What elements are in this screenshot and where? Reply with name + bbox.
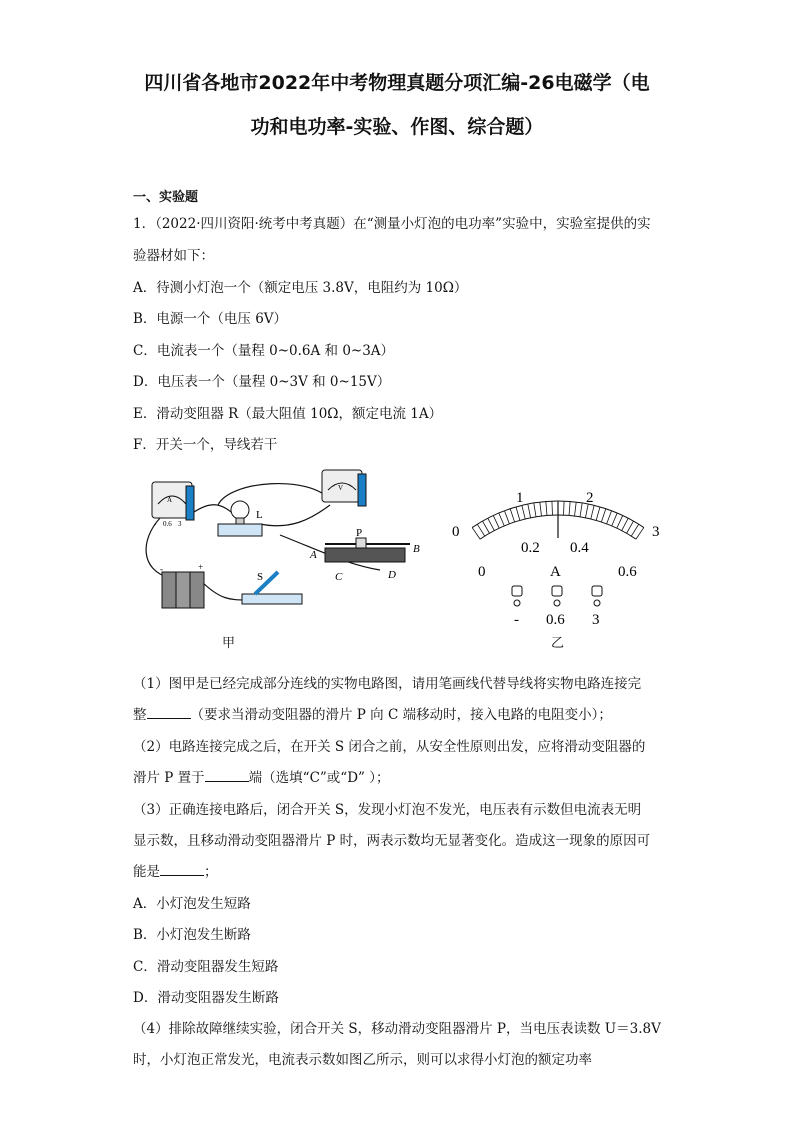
equipment-option-d: D．电压表一个（量程 0~3V 和 0~15V） bbox=[133, 374, 391, 390]
dial-tick bbox=[601, 509, 605, 522]
dial-tick bbox=[534, 503, 536, 517]
dial-tick bbox=[564, 501, 565, 515]
circuit-figure bbox=[130, 460, 440, 620]
ammeter-terminal-0.6: 0.6 bbox=[163, 520, 172, 528]
dial-tick bbox=[540, 502, 542, 516]
part-3-line-2: 显示数，且移动滑动变阻器滑片 P 时，两表示数均无显著变化。造成这一现象的原因可 bbox=[133, 833, 651, 849]
part-3-option-a: A．小灯泡发生短路 bbox=[133, 896, 251, 912]
dial-tick bbox=[522, 505, 525, 519]
answer-blank-1[interactable] bbox=[147, 706, 191, 719]
lamp-label: L bbox=[256, 509, 263, 521]
part-1-line-2 bbox=[133, 703, 612, 723]
part-3-option-d: D．滑动变阻器发生断路 bbox=[133, 990, 279, 1006]
upper-scale-0: 0 bbox=[452, 524, 460, 540]
part-1-line-1: （1）图甲是已经完成部分连线的实物电路图，请用笔画线代替导线将实物电路连接完 bbox=[133, 676, 642, 692]
rheostat-terminal-c: C bbox=[335, 571, 343, 583]
ammeter-terminal-minus: - bbox=[154, 520, 157, 528]
dial-tick bbox=[472, 528, 480, 540]
dial-tick bbox=[499, 513, 504, 526]
dial-tick bbox=[622, 518, 628, 530]
part-4-line-1: （4）排除故障继续实验，闭合开关 S，移动滑动变阻器滑片 P，当电压表读数 U＝3.8V bbox=[133, 1021, 661, 1037]
rheostat-slider-label: P bbox=[356, 527, 363, 539]
dial-tick bbox=[546, 501, 547, 515]
dial-tick bbox=[591, 505, 594, 519]
dial-terminal-minus: - bbox=[514, 612, 519, 628]
ammeter-icon bbox=[152, 482, 194, 528]
section-heading: 一、实验题 bbox=[133, 190, 199, 205]
lower-scale-0.2: 0.2 bbox=[521, 540, 540, 556]
dial-tick bbox=[528, 504, 531, 518]
part-3-line-3 bbox=[133, 860, 218, 880]
dial-tick bbox=[580, 503, 582, 517]
dial-tick bbox=[504, 511, 509, 524]
document-title-line-1: 四川省各地市2022年中考物理真题分项汇编-26电磁学（电 bbox=[144, 72, 650, 94]
dial-tick bbox=[510, 509, 514, 522]
dial-tick bbox=[569, 501, 570, 515]
part-2-line-1: （2）电路连接完成之后，在开关 S 闭合之前，从安全性原则出发，应将滑动变阻器的 bbox=[133, 739, 646, 755]
dial-tick bbox=[607, 511, 612, 524]
upper-scale-2: 2 bbox=[586, 490, 594, 506]
question-intro-line-1: 1．（2022·四川资阳·统考中考真题）在“测量小灯泡的电功率”实验中，实验室提供的实 bbox=[133, 216, 651, 232]
part-2-line-2 bbox=[133, 766, 389, 786]
part-3-suffix: ； bbox=[204, 864, 218, 880]
part-2-suffix: 端（选填“C”或“D” ）； bbox=[248, 770, 390, 786]
part-3-option-b: B．小灯泡发生断路 bbox=[133, 927, 251, 943]
dial-tick bbox=[575, 502, 577, 516]
figure-b-caption: 乙 bbox=[551, 636, 565, 651]
dial-tick bbox=[477, 524, 484, 536]
dial-terminals bbox=[512, 586, 602, 606]
battery-plus: + bbox=[198, 562, 204, 572]
part-3-option-c: C．滑动变阻器发生短路 bbox=[133, 959, 279, 975]
part-1-prefix: 整 bbox=[133, 707, 147, 723]
rheostat-terminal-d: D bbox=[388, 569, 396, 581]
equipment-option-f: F．开关一个，导线若干 bbox=[133, 437, 278, 453]
answer-blank-2[interactable] bbox=[205, 769, 249, 782]
voltmeter-icon bbox=[322, 470, 366, 506]
dial-tick bbox=[627, 521, 634, 533]
dial-tick bbox=[636, 528, 644, 540]
lower-scale-0: 0 bbox=[478, 564, 486, 580]
upper-scale-3: 3 bbox=[652, 524, 660, 540]
lower-scale-0.4: 0.4 bbox=[570, 540, 589, 556]
part-1-suffix: （要求当滑动变阻器的滑片 P 向 C 端移动时，接入电路的电阻变小）； bbox=[190, 707, 612, 723]
upper-scale-1: 1 bbox=[516, 490, 524, 506]
equipment-option-c: C．电流表一个（量程 0~0.6A 和 0~3A） bbox=[133, 343, 395, 359]
lower-scale-0.6: 0.6 bbox=[618, 564, 637, 580]
dial-tick bbox=[482, 521, 489, 533]
switch-icon bbox=[242, 571, 302, 604]
switch-label: S bbox=[257, 571, 264, 583]
battery-icon bbox=[160, 562, 204, 608]
answer-blank-3[interactable] bbox=[160, 863, 204, 876]
battery-minus: - bbox=[160, 564, 163, 574]
rheostat-terminal-b: B bbox=[413, 543, 420, 555]
voltmeter-letter: V bbox=[338, 484, 344, 492]
dial-tick bbox=[552, 501, 553, 515]
dial-tick bbox=[631, 524, 638, 536]
equipment-option-e: E．滑动变阻器 R（最大阻值 10Ω，额定电流 1A） bbox=[133, 406, 443, 422]
question-intro-line-2: 验器材如下： bbox=[133, 248, 214, 264]
dial-tick bbox=[585, 504, 588, 518]
dial-tick bbox=[516, 507, 520, 520]
dial-tick bbox=[596, 507, 600, 520]
dial-terminal-0.6: 0.6 bbox=[546, 612, 565, 628]
dial-tick bbox=[612, 513, 617, 526]
ammeter-letter: A bbox=[167, 496, 173, 504]
dial-terminal-3: 3 bbox=[592, 612, 600, 628]
part-4-line-2: 时，小灯泡正常发光，电流表示数如图乙所示，则可以求得小灯泡的额定功率 bbox=[133, 1052, 592, 1068]
ammeter-dial-figure bbox=[446, 478, 676, 628]
rheostat-icon bbox=[309, 527, 420, 583]
dial-tick bbox=[493, 515, 499, 528]
ammeter-terminal-3: 3 bbox=[178, 520, 182, 528]
equipment-option-a: A．待测小灯泡一个（额定电压 3.8V，电阻约为 10Ω） bbox=[133, 280, 468, 296]
rheostat-terminal-a: A bbox=[310, 549, 317, 561]
lamp-icon bbox=[218, 501, 263, 536]
part-3-line-1: （3）正确连接电路后，闭合开关 S，发现小灯泡不发光，电压表有示数但电流表无明 bbox=[133, 802, 642, 818]
dial-unit: A bbox=[550, 564, 561, 580]
figure-a-caption: 甲 bbox=[222, 636, 236, 651]
dial-tick bbox=[488, 518, 494, 530]
part-3-prefix: 能是 bbox=[133, 864, 160, 880]
part-2-prefix: 滑片 P 置于 bbox=[133, 770, 205, 786]
dial-tick bbox=[617, 515, 623, 528]
document-title-line-2: 功和电功率-实验、作图、综合题） bbox=[250, 116, 544, 138]
equipment-option-b: B．电源一个（电压 6V） bbox=[133, 311, 288, 327]
